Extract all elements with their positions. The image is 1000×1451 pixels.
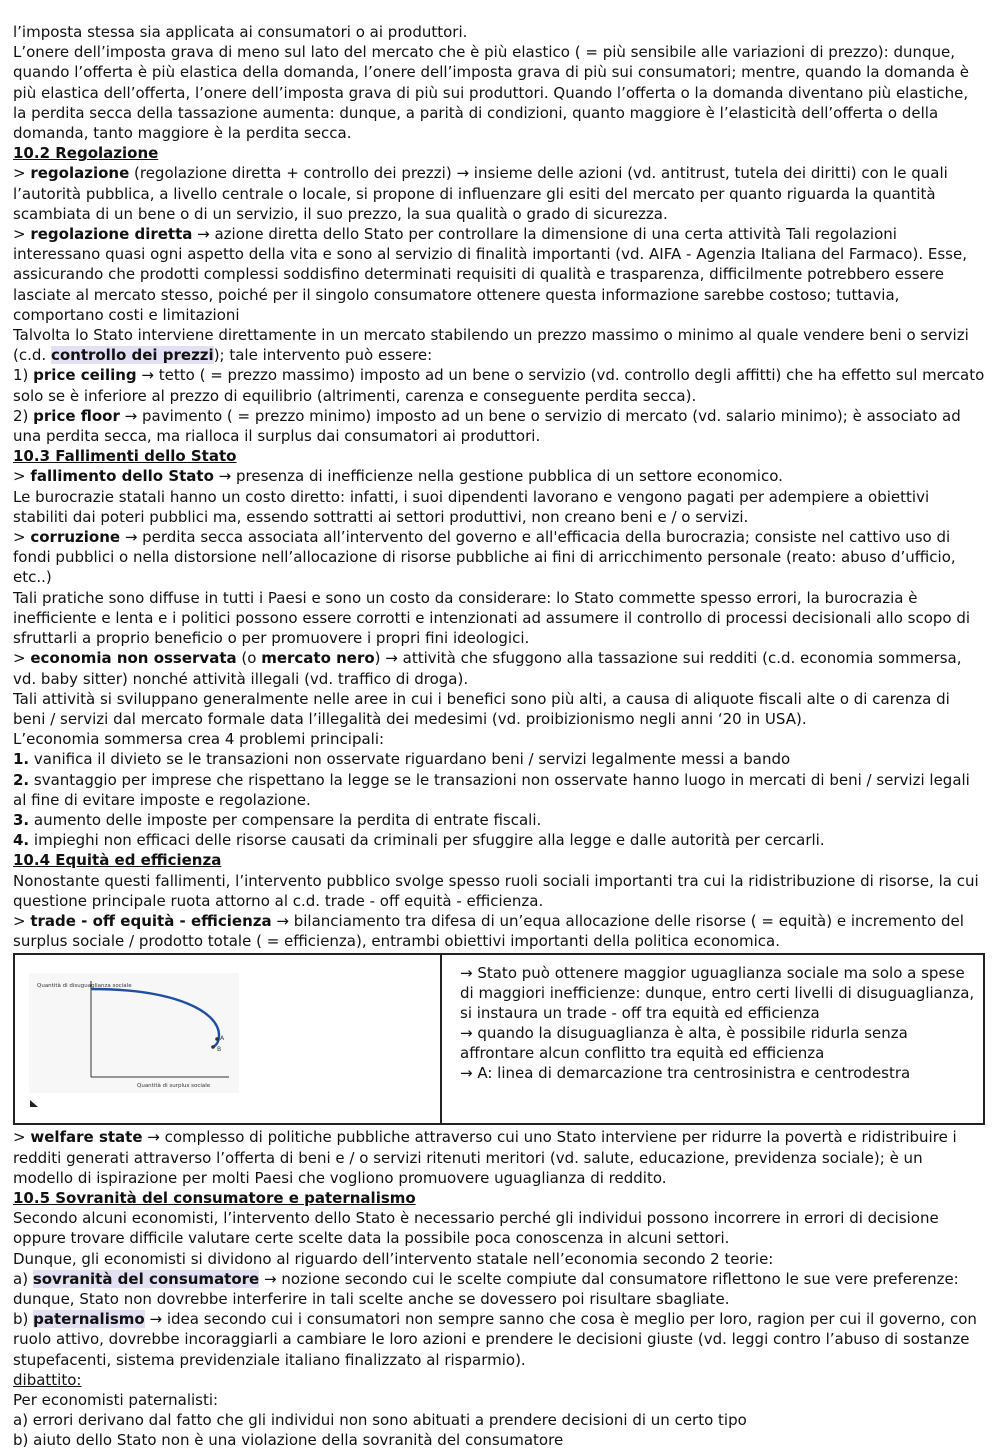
paragraph: l’imposta stessa sia applicata ai consumatori o ai produttori. [13, 23, 468, 41]
section-heading-10-5: 10.5 Sovranità del consumatore e paternalismo [13, 1188, 416, 1207]
definition-regolazione: > regolazione (regolazione diretta + controllo dei prezzi) → insieme delle azioni (vd. antitrust, tutela dei diritti) con le quali l’autorità pubblica, a livello centrale o locale, si propone di influenzare gli esiti del mercato per quanto riguarda la quantità scambiata di un bene o di un servizio, il suo prezzo, la sua qualità o grado di sicurezza. [13, 164, 948, 223]
point-a [215, 1038, 219, 1042]
corner-mark-icon [29, 1097, 41, 1109]
section-heading-10-3: 10.3 Fallimenti dello Stato [13, 447, 237, 466]
paragraph: Tali pratiche sono diffuse in tutti i Paesi e sono un costo da considerare: lo Stato commette spesso errori, la burocrazia è inefficiente e lenta e i politici possono essere corrotti e intenzionati ad assumere il controllo di processi decisionali allo scopo di sfruttarli a proprio beneficio o per promuovere i propri fini ideologici. [13, 588, 971, 648]
trade-off-chart [29, 973, 239, 1093]
list-item-price-ceiling: 1) price ceiling → tetto ( = prezzo massimo) imposto ad un bene o servizio (vd. controllo degli affitti) che ha effetto sul mercato solo se è inferiore al prezzo di equilibrio (altrimenti, carenza e conseguente perdita secca). [13, 366, 985, 405]
paragraph: Le burocrazie statali hanno un costo diretto: infatti, i suoi dipendenti lavorano e vengono pagati per adempiere a obiettivi stabiliti dai poteri pubblici ma, essendo sottratti ai settori produttivi, non creano beni e / o servizi. [13, 487, 930, 526]
section-heading-10-4: 10.4 Equità ed efficienza [13, 851, 222, 870]
list-item: 1. vanifica il divieto se le transazioni non osservate riguardano beni / servizi legalmente messi a bando [13, 750, 791, 769]
note: → A: linea di demarcazione tra centrosinistra e centrodestra [460, 1064, 911, 1083]
subheading-dibattito: dibattito: [13, 1370, 82, 1389]
paragraph: Tali attività si sviluppano generalmente nelle aree in cui i benefici sono più alti, a causa di aliquote fiscali alte o di carenza di beni / servizi dal mercato formale data l’illegalità dei medesimi (vd. proibizionismo negli anni ‘20 in USA). [13, 689, 950, 728]
list-item: b) aiuto dello Stato non è una violazione della sovranità del consumatore [13, 1431, 564, 1450]
definition-economia-non-osservata: > economia non osservata (o mercato nero) → attività che sfuggono alla tassazione sui redditi (c.d. economia sommersa, vd. baby sitter) nonché attività illegali (vd. traffico di droga). [13, 649, 962, 688]
point-a-label: A [220, 1035, 225, 1043]
paragraph: Dunque, gli economisti si dividono al riguardo dell’intervento statale nell’economia secondo 2 teorie: [13, 1249, 774, 1268]
highlight: sovranità del consumatore [32, 1269, 260, 1288]
definition-trade-off: > trade - off equità - efficienza → bilanciamento tra difesa di un’equa allocazione delle risorse ( = equità) e incremento del surplus sociale / prodotto totale ( = efficienza), entrambi obiettivi importanti della politica economica. [13, 911, 964, 951]
list-item: 3. aumento delle imposte per compensare la perdita di entrate fiscali. [13, 810, 542, 829]
point-b [211, 1046, 215, 1050]
note: → quando la disuguaglianza è alta, è possibile ridurla senza affrontare alcun conflitto tra equità ed efficienza [460, 1024, 908, 1063]
list-item-price-floor: 2) price floor → pavimento ( = prezzo minimo) imposto ad un bene o servizio di mercato (vd. salario minimo); è associato ad una perdita secca, ma rialloca il surplus dai consumatori ai produttori. [13, 406, 961, 446]
list-item-paternalismo: b) paternalismo → idea secondo cui i consumatori non sempre sanno che cosa è meglio per loro, ragion per cui il governo, con ruolo attivo, dovrebbe incoraggiarli a cambiare le loro azioni e prendere le decisioni giuste (vd. leggi contro l’abuso di sostanze stupefacenti, sistema previdenziale italiano finalizzato al risparmio). [13, 1310, 977, 1369]
list-item: 2. svantaggio per imprese che rispettano la legge se le transazioni non osservate hanno luogo in mercati di beni / servizi legali al fine di evitare imposte e regolazione. [13, 770, 970, 809]
list-item: a) errori derivano dal fatto che gli individui non sono abituati a prendere decisioni di un certo tipo [13, 1411, 747, 1430]
paragraph: L’onere dell’imposta grava di meno sul lato del mercato che è più elastico ( = più sensibile alle variazioni di prezzo): dunque, quando l’offerta è più elastica della domanda, l’onere dell’imposta grava di più sui consumatori; mentre, quando la domanda è più elastica dell’offerta, l’onere dell’imposta grava di più sui produttori. Quando l’offerta o la domanda diventano più elastiche, la perdita secca della tassazione aumenta: dunque, a parità di condizioni, quanto maggiore è l’elasticità dell’offerta o della domanda, tanto maggiore è la perdita secca. [13, 43, 970, 143]
figure-cell [14, 954, 441, 1124]
paragraph: Nonostante questi fallimenti, l’intervento pubblico svolge spesso ruoli sociali importanti tra cui la ridistribuzione di risorse, la cui questione principale ruota attorno al c.d. trade - off equità - efficienza. [13, 871, 979, 910]
paragraph-controllo-prezzi: Talvolta lo Stato interviene direttamente in un mercato stabilendo un prezzo massimo o minimo al quale vendere beni o servizi (c.d. controllo dei prezzi); tale intervento può essere: [13, 326, 969, 365]
section-heading-10-2: 10.2 Regolazione [13, 144, 159, 163]
highlight: controllo dei prezzi [50, 346, 214, 365]
note: → Stato può ottenere maggior uguaglianza sociale ma solo a spese di maggiori inefficienze: dunque, entro certi livelli di disuguaglianza, si instaura un trade - off tra equità ed efficienza [460, 964, 975, 1023]
definition-welfare-state: > welfare state → complesso di politiche pubbliche attraverso cui uno Stato interviene per ridurre la povertà e ridistribuire i redditi generati attraverso l’offerta di beni e / o servizi ritenuti meritori (vd. salute, educazione, previdenza sociale); è un modello di ispirazione per molti Paesi che vogliono promuovere uguaglianza di reddito. [13, 1128, 957, 1187]
paragraph: L’economia sommersa crea 4 problemi principali: [13, 730, 385, 749]
figure-table [13, 953, 985, 1125]
x-axis-label: Quantità di surplus sociale [137, 1083, 211, 1090]
paragraph: Secondo alcuni economisti, l’intervento dello Stato è necessario perché gli individui possono incorrere in errori di decisione oppure trovare difficile valutare certe scelte data la possibile poca conoscenza in alcuni settori. [13, 1209, 939, 1248]
list-item: 4. impieghi non efficaci delle risorse causati da criminali per sfuggire alla legge e dalle autorità per cercarli. [13, 831, 825, 850]
point-b-label: B [217, 1046, 222, 1054]
definition-corruzione: > corruzione → perdita secca associata all’intervento del governo e all'efficacia della burocrazia; consiste nel cattivo uso di fondi pubblici o nella distorsione nell’allocazione di risorse pubbliche ai fini di arricchimento personale (reato: abuso d’ufficio, etc..) [13, 528, 956, 587]
list-item-sovranita: a) sovranità del consumatore → nozione secondo cui le scelte compiute dal consumatore riflettono le sue vere preferenze: dunque, Stato non dovrebbe interferire in tali scelte anche se dovessero poi risultare sbagliate. [13, 1269, 959, 1308]
definition-regolazione-diretta: > regolazione diretta → azione diretta dello Stato per controllare la dimensione di una certa attività Tali regolazioni interessano quasi ogni aspetto della vita e sono al servizio di finalità importanti (vd. AIFA - Agenzia Italiana del Farmaco). Esse, assicurando che prodotti complessi soddisfino determinati requisiti di qualità e trasparenza, difficilmente potrebbero essere lasciate al mercato stesso, poiché per il singolo consumatore ottenere questa informazione sarebbe costoso; tuttavia, comportano costi e limitazioni [13, 225, 967, 324]
y-axis-label: Quantità di disuguaglianza sociale [37, 983, 132, 990]
definition-fallimento-stato: > fallimento dello Stato → presenza di inefficienze nella gestione pubblica di un settore economico. [13, 467, 783, 486]
figure-notes-cell [441, 954, 984, 1124]
highlight: paternalismo [33, 1310, 145, 1329]
paragraph: Per economisti paternalisti: [13, 1390, 219, 1409]
